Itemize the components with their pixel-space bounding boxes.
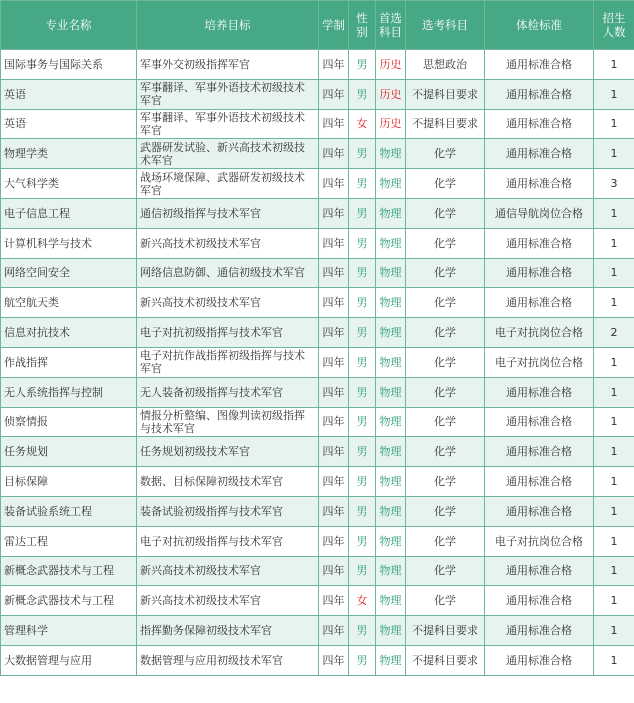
cell-goal: 新兴高技术初级技术军官 [137,556,319,586]
cell-gender: 男 [349,50,376,80]
cell-first-subject: 物理 [376,228,406,258]
cell-physical: 通用标准合格 [485,496,594,526]
cell-goal: 指挥勤务保障初级技术军官 [137,616,319,646]
cell-count: 1 [594,377,634,407]
cell-gender: 男 [349,407,376,437]
cell-goal: 电子对抗作战指挥初级指挥与技术军官 [137,347,319,377]
cell-first-subject: 物理 [376,496,406,526]
table-row [1,288,634,318]
table-row [1,79,634,109]
cell-major: 大数据管理与应用 [1,645,137,675]
table-row [1,645,634,675]
cell-gender: 男 [349,616,376,646]
cell-years: 四年 [319,586,349,616]
cell-years: 四年 [319,437,349,467]
col-header-years: 学制 [319,1,349,50]
col-header-physical: 体检标准 [485,1,594,50]
cell-major: 新概念武器技术与工程 [1,556,137,586]
col-header-major: 专业名称 [1,1,137,50]
cell-first-subject: 历史 [376,109,406,139]
cell-gender: 男 [349,467,376,497]
cell-first-subject: 物理 [376,556,406,586]
cell-first-subject: 物理 [376,318,406,348]
cell-physical: 通用标准合格 [485,79,594,109]
cell-count: 1 [594,79,634,109]
cell-gender: 男 [349,79,376,109]
cell-gender: 男 [349,347,376,377]
cell-years: 四年 [319,139,349,169]
cell-goal: 电子对抗初级指挥与技术军官 [137,318,319,348]
cell-first-subject: 物理 [376,288,406,318]
cell-physical: 通用标准合格 [485,407,594,437]
cell-years: 四年 [319,526,349,556]
cell-count: 1 [594,645,634,675]
cell-gender: 女 [349,586,376,616]
cell-major: 计算机科学与技术 [1,228,137,258]
cell-goal: 军事翻译、军事外语技术初级技术军官 [137,79,319,109]
cell-first-subject: 物理 [376,198,406,228]
cell-major: 网络空间安全 [1,258,137,288]
cell-count: 1 [594,139,634,169]
table-row [1,616,634,646]
table-row [1,496,634,526]
cell-first-subject: 历史 [376,79,406,109]
cell-gender: 男 [349,258,376,288]
cell-goal: 任务规划初级技术军官 [137,437,319,467]
cell-major: 任务规划 [1,437,137,467]
cell-physical: 通用标准合格 [485,169,594,199]
cell-goal: 军事外交初级指挥军官 [137,50,319,80]
cell-gender: 男 [349,169,376,199]
cell-physical: 通用标准合格 [485,258,594,288]
cell-elective: 化学 [406,496,485,526]
cell-first-subject: 物理 [376,377,406,407]
cell-gender: 男 [349,496,376,526]
cell-major: 英语 [1,79,137,109]
table-row [1,50,634,80]
cell-major: 大气科学类 [1,169,137,199]
cell-gender: 女 [349,109,376,139]
cell-elective: 不提科目要求 [406,79,485,109]
cell-elective: 化学 [406,347,485,377]
cell-physical: 通用标准合格 [485,467,594,497]
cell-years: 四年 [319,228,349,258]
cell-first-subject: 历史 [376,50,406,80]
table-row [1,139,634,169]
cell-physical: 电子对抗岗位合格 [485,347,594,377]
cell-physical: 通用标准合格 [485,139,594,169]
table-row [1,526,634,556]
cell-major: 无人系统指挥与控制 [1,377,137,407]
cell-first-subject: 物理 [376,645,406,675]
cell-physical: 通用标准合格 [485,586,594,616]
cell-major: 信息对抗技术 [1,318,137,348]
cell-physical: 通用标准合格 [485,50,594,80]
cell-count: 1 [594,258,634,288]
cell-first-subject: 物理 [376,258,406,288]
cell-elective: 化学 [406,288,485,318]
cell-goal: 数据、目标保障初级技术军官 [137,467,319,497]
col-header-first-subject: 首选科目 [376,1,406,50]
cell-physical: 电子对抗岗位合格 [485,526,594,556]
cell-physical: 通用标准合格 [485,556,594,586]
cell-elective: 不提科目要求 [406,109,485,139]
cell-physical: 通信导航岗位合格 [485,198,594,228]
cell-years: 四年 [319,79,349,109]
col-header-gender: 性别 [349,1,376,50]
cell-physical: 通用标准合格 [485,437,594,467]
cell-count: 3 [594,169,634,199]
cell-count: 1 [594,407,634,437]
cell-goal: 新兴高技术初级技术军官 [137,586,319,616]
cell-elective: 化学 [406,377,485,407]
cell-goal: 战场环境保障、武器研发初级技术军官 [137,169,319,199]
cell-count: 1 [594,198,634,228]
table-row [1,258,634,288]
table-row [1,109,634,139]
cell-major: 作战指挥 [1,347,137,377]
cell-elective: 化学 [406,526,485,556]
cell-years: 四年 [319,467,349,497]
col-header-goal: 培养目标 [137,1,319,50]
cell-physical: 通用标准合格 [485,645,594,675]
cell-count: 1 [594,228,634,258]
table-row [1,467,634,497]
cell-first-subject: 物理 [376,526,406,556]
cell-goal: 新兴高技术初级技术军官 [137,228,319,258]
cell-elective: 化学 [406,169,485,199]
cell-count: 1 [594,496,634,526]
table-row [1,228,634,258]
cell-elective: 化学 [406,139,485,169]
cell-physical: 通用标准合格 [485,377,594,407]
cell-elective: 化学 [406,586,485,616]
cell-major: 装备试验系统工程 [1,496,137,526]
cell-goal: 通信初级指挥与技术军官 [137,198,319,228]
cell-gender: 男 [349,645,376,675]
cell-goal: 装备试验初级指挥与技术军官 [137,496,319,526]
cell-count: 1 [594,616,634,646]
cell-count: 1 [594,109,634,139]
cell-count: 1 [594,526,634,556]
cell-count: 1 [594,467,634,497]
cell-years: 四年 [319,198,349,228]
cell-goal: 网络信息防御、通信初级技术军官 [137,258,319,288]
cell-first-subject: 物理 [376,169,406,199]
cell-physical: 通用标准合格 [485,616,594,646]
cell-count: 2 [594,318,634,348]
cell-years: 四年 [319,377,349,407]
table-body [1,50,634,676]
cell-major: 航空航天类 [1,288,137,318]
table-row [1,347,634,377]
cell-years: 四年 [319,645,349,675]
cell-elective: 化学 [406,228,485,258]
cell-first-subject: 物理 [376,467,406,497]
cell-goal: 情报分析整编、图像判读初级指挥与技术军官 [137,407,319,437]
cell-physical: 通用标准合格 [485,228,594,258]
cell-count: 1 [594,556,634,586]
cell-elective: 化学 [406,258,485,288]
cell-gender: 男 [349,228,376,258]
cell-count: 1 [594,50,634,80]
cell-count: 1 [594,437,634,467]
cell-elective: 化学 [406,318,485,348]
cell-years: 四年 [319,109,349,139]
cell-gender: 男 [349,288,376,318]
cell-first-subject: 物理 [376,586,406,616]
cell-goal: 新兴高技术初级技术军官 [137,288,319,318]
cell-count: 1 [594,347,634,377]
cell-count: 1 [594,586,634,616]
cell-major: 物理学类 [1,139,137,169]
table-header-row [1,1,634,50]
table-row [1,377,634,407]
cell-goal: 电子对抗初级指挥与技术军官 [137,526,319,556]
cell-years: 四年 [319,347,349,377]
cell-gender: 男 [349,437,376,467]
cell-first-subject: 物理 [376,616,406,646]
table-row [1,556,634,586]
cell-physical: 电子对抗岗位合格 [485,318,594,348]
col-header-count: 招生人数 [594,1,634,50]
cell-goal: 军事翻译、军事外语技术初级技术军官 [137,109,319,139]
cell-physical: 通用标准合格 [485,288,594,318]
cell-major: 电子信息工程 [1,198,137,228]
cell-years: 四年 [319,258,349,288]
col-header-elective: 选考科目 [406,1,485,50]
cell-major: 国际事务与国际关系 [1,50,137,80]
cell-years: 四年 [319,318,349,348]
cell-elective: 化学 [406,556,485,586]
cell-first-subject: 物理 [376,347,406,377]
cell-first-subject: 物理 [376,139,406,169]
cell-major: 侦察情报 [1,407,137,437]
table-row [1,318,634,348]
cell-years: 四年 [319,496,349,526]
cell-years: 四年 [319,288,349,318]
cell-gender: 男 [349,139,376,169]
table-row [1,169,634,199]
cell-elective: 化学 [406,407,485,437]
cell-years: 四年 [319,616,349,646]
cell-first-subject: 物理 [376,407,406,437]
table-row [1,586,634,616]
cell-goal: 无人装备初级指挥与技术军官 [137,377,319,407]
cell-years: 四年 [319,50,349,80]
cell-years: 四年 [319,556,349,586]
cell-years: 四年 [319,169,349,199]
cell-years: 四年 [319,407,349,437]
cell-gender: 男 [349,526,376,556]
cell-goal: 数据管理与应用初级技术军官 [137,645,319,675]
cell-elective: 化学 [406,467,485,497]
cell-major: 英语 [1,109,137,139]
cell-count: 1 [594,288,634,318]
cell-elective: 不提科目要求 [406,616,485,646]
cell-elective: 不提科目要求 [406,645,485,675]
cell-gender: 男 [349,198,376,228]
cell-goal: 武器研发试验、新兴高技术初级技术军官 [137,139,319,169]
cell-gender: 男 [349,318,376,348]
cell-first-subject: 物理 [376,437,406,467]
cell-gender: 男 [349,377,376,407]
cell-elective: 化学 [406,437,485,467]
table-row [1,198,634,228]
cell-major: 新概念武器技术与工程 [1,586,137,616]
cell-major: 管理科学 [1,616,137,646]
cell-physical: 通用标准合格 [485,109,594,139]
cell-major: 雷达工程 [1,526,137,556]
table-row [1,407,634,437]
table-row [1,437,634,467]
cell-elective: 思想政治 [406,50,485,80]
cell-major: 目标保障 [1,467,137,497]
cell-elective: 化学 [406,198,485,228]
cell-gender: 男 [349,556,376,586]
